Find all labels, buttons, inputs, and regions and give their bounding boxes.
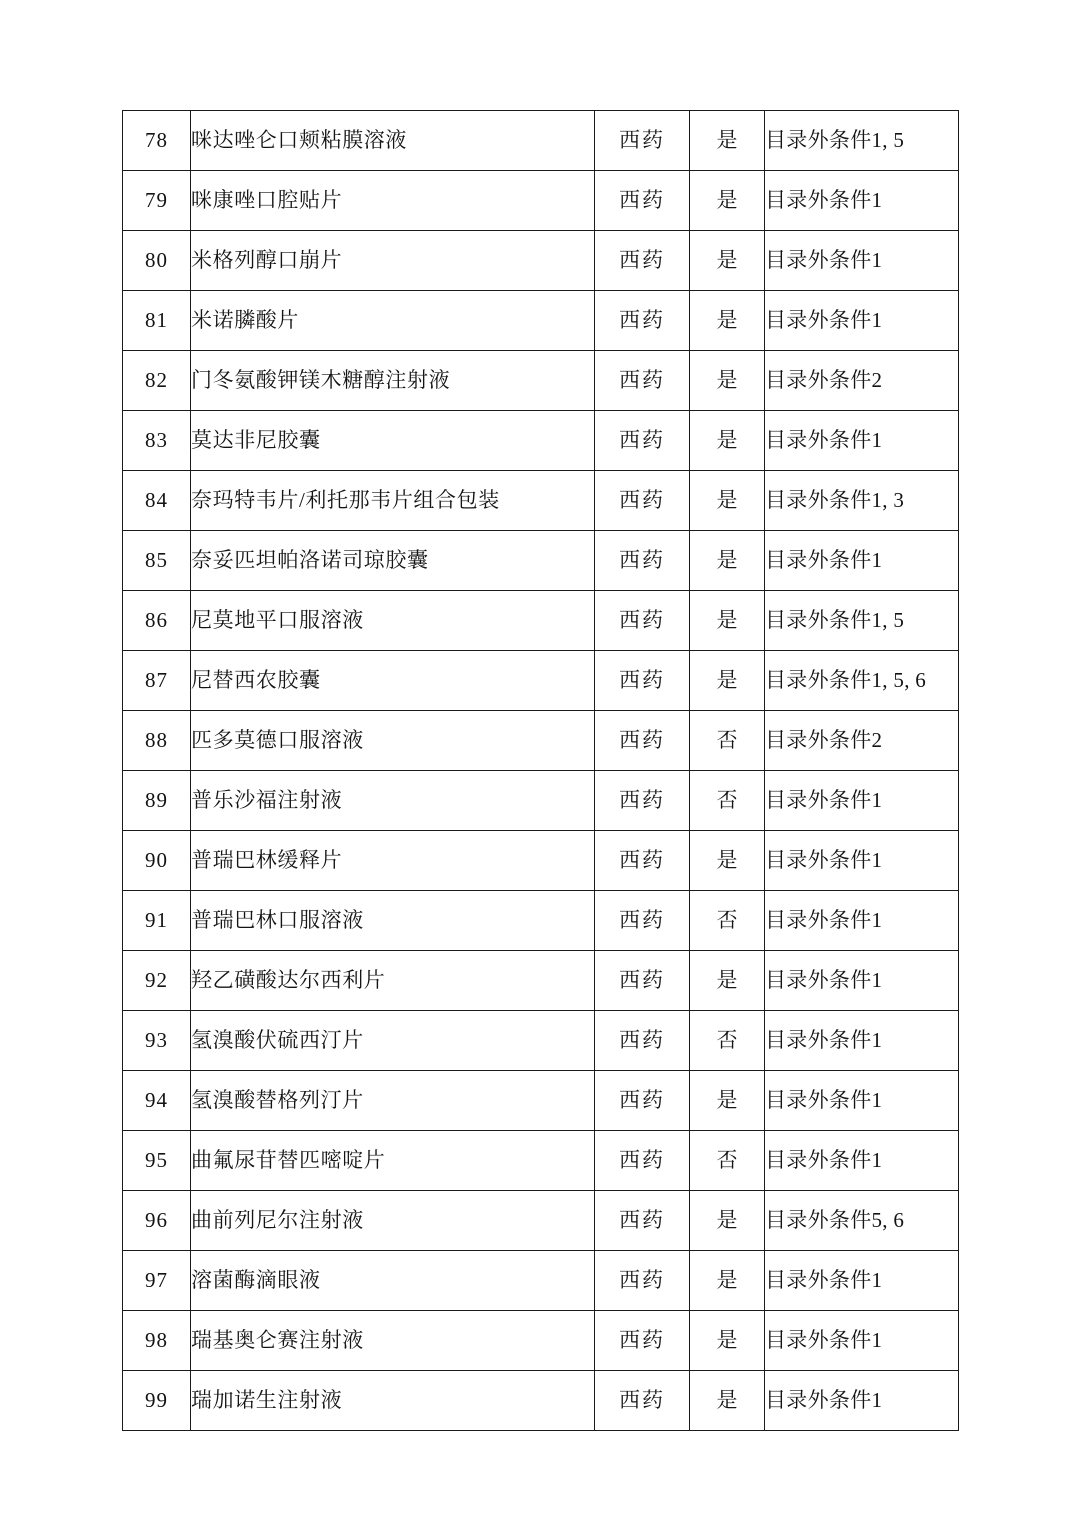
drug-category-cell: 西药 [595, 891, 690, 951]
table-row [123, 411, 959, 471]
serial-number-cell: 96 [123, 1191, 191, 1251]
drug-category-cell: 西药 [595, 1311, 690, 1371]
drug-category-cell: 西药 [595, 711, 690, 771]
serial-number-cell: 78 [123, 111, 191, 171]
table-row [123, 831, 959, 891]
table-row [123, 1131, 959, 1191]
drug-category-cell: 西药 [595, 1131, 690, 1191]
inclusion-flag-cell: 是 [690, 651, 765, 711]
drug-name-cell: 普瑞巴林缓释片 [191, 831, 595, 891]
drug-category-cell: 西药 [595, 831, 690, 891]
table-row [123, 591, 959, 651]
serial-number-cell: 97 [123, 1251, 191, 1311]
table-row [123, 951, 959, 1011]
drug-category-cell: 西药 [595, 651, 690, 711]
drug-name-cell: 瑞加诺生注射液 [191, 1371, 595, 1431]
serial-number-cell: 89 [123, 771, 191, 831]
drug-category-cell: 西药 [595, 171, 690, 231]
drug-name-cell: 尼莫地平口服溶液 [191, 591, 595, 651]
inclusion-flag-cell: 否 [690, 1011, 765, 1071]
drug-category-cell: 西药 [595, 531, 690, 591]
inclusion-flag-cell: 是 [690, 531, 765, 591]
table-row [123, 1011, 959, 1071]
condition-cell: 目录外条件1 [765, 771, 959, 831]
inclusion-flag-cell: 是 [690, 1071, 765, 1131]
drug-name-cell: 奈玛特韦片/利托那韦片组合包装 [191, 471, 595, 531]
table-row [123, 711, 959, 771]
serial-number-cell: 86 [123, 591, 191, 651]
drug-name-cell: 咪康唑口腔贴片 [191, 171, 595, 231]
drug-name-cell: 瑞基奥仑赛注射液 [191, 1311, 595, 1371]
drug-name-cell: 曲氟尿苷替匹嘧啶片 [191, 1131, 595, 1191]
condition-cell: 目录外条件2 [765, 711, 959, 771]
inclusion-flag-cell: 否 [690, 891, 765, 951]
drug-name-cell: 米诺膦酸片 [191, 291, 595, 351]
condition-cell: 目录外条件1, 5 [765, 111, 959, 171]
condition-cell: 目录外条件1 [765, 1011, 959, 1071]
serial-number-cell: 92 [123, 951, 191, 1011]
condition-cell: 目录外条件5, 6 [765, 1191, 959, 1251]
serial-number-cell: 94 [123, 1071, 191, 1131]
serial-number-cell: 90 [123, 831, 191, 891]
condition-cell: 目录外条件1 [765, 291, 959, 351]
table-row [123, 651, 959, 711]
table-row [123, 1191, 959, 1251]
drug-name-cell: 羟乙磺酸达尔西利片 [191, 951, 595, 1011]
condition-cell: 目录外条件1, 3 [765, 471, 959, 531]
drug-category-cell: 西药 [595, 1011, 690, 1071]
table-row [123, 351, 959, 411]
serial-number-cell: 81 [123, 291, 191, 351]
table-row [123, 1311, 959, 1371]
inclusion-flag-cell: 是 [690, 951, 765, 1011]
condition-cell: 目录外条件1 [765, 231, 959, 291]
condition-cell: 目录外条件1 [765, 1071, 959, 1131]
table-row [123, 1251, 959, 1311]
inclusion-flag-cell: 是 [690, 411, 765, 471]
condition-cell: 目录外条件1 [765, 1371, 959, 1431]
drug-category-cell: 西药 [595, 1191, 690, 1251]
table-row [123, 1371, 959, 1431]
condition-cell: 目录外条件1, 5, 6 [765, 651, 959, 711]
serial-number-cell: 93 [123, 1011, 191, 1071]
drug-category-cell: 西药 [595, 771, 690, 831]
table-row [123, 231, 959, 291]
inclusion-flag-cell: 是 [690, 231, 765, 291]
inclusion-flag-cell: 是 [690, 291, 765, 351]
serial-number-cell: 79 [123, 171, 191, 231]
drug-name-cell: 溶菌酶滴眼液 [191, 1251, 595, 1311]
serial-number-cell: 82 [123, 351, 191, 411]
table-row [123, 771, 959, 831]
drug-category-cell: 西药 [595, 1251, 690, 1311]
drug-name-cell: 普乐沙福注射液 [191, 771, 595, 831]
condition-cell: 目录外条件1 [765, 831, 959, 891]
serial-number-cell: 98 [123, 1311, 191, 1371]
inclusion-flag-cell: 是 [690, 1311, 765, 1371]
inclusion-flag-cell: 是 [690, 1251, 765, 1311]
drug-category-cell: 西药 [595, 351, 690, 411]
drug-catalog-table [122, 110, 959, 1431]
drug-name-cell: 匹多莫德口服溶液 [191, 711, 595, 771]
inclusion-flag-cell: 是 [690, 1191, 765, 1251]
table-row [123, 111, 959, 171]
drug-category-cell: 西药 [595, 1371, 690, 1431]
serial-number-cell: 95 [123, 1131, 191, 1191]
serial-number-cell: 85 [123, 531, 191, 591]
serial-number-cell: 88 [123, 711, 191, 771]
drug-name-cell: 莫达非尼胶囊 [191, 411, 595, 471]
condition-cell: 目录外条件1, 5 [765, 591, 959, 651]
condition-cell: 目录外条件1 [765, 171, 959, 231]
condition-cell: 目录外条件1 [765, 411, 959, 471]
serial-number-cell: 83 [123, 411, 191, 471]
inclusion-flag-cell: 是 [690, 471, 765, 531]
serial-number-cell: 87 [123, 651, 191, 711]
inclusion-flag-cell: 否 [690, 1131, 765, 1191]
table-row [123, 291, 959, 351]
drug-name-cell: 氢溴酸伏硫西汀片 [191, 1011, 595, 1071]
serial-number-cell: 84 [123, 471, 191, 531]
drug-category-cell: 西药 [595, 231, 690, 291]
inclusion-flag-cell: 是 [690, 831, 765, 891]
condition-cell: 目录外条件1 [765, 531, 959, 591]
inclusion-flag-cell: 否 [690, 771, 765, 831]
drug-name-cell: 米格列醇口崩片 [191, 231, 595, 291]
drug-name-cell: 门冬氨酸钾镁木糖醇注射液 [191, 351, 595, 411]
drug-name-cell: 咪达唑仑口颊粘膜溶液 [191, 111, 595, 171]
serial-number-cell: 99 [123, 1371, 191, 1431]
inclusion-flag-cell: 是 [690, 171, 765, 231]
condition-cell: 目录外条件1 [765, 891, 959, 951]
table-row [123, 171, 959, 231]
drug-category-cell: 西药 [595, 591, 690, 651]
table-row [123, 531, 959, 591]
drug-name-cell: 氢溴酸替格列汀片 [191, 1071, 595, 1131]
drug-name-cell: 曲前列尼尔注射液 [191, 1191, 595, 1251]
drug-category-cell: 西药 [595, 111, 690, 171]
inclusion-flag-cell: 是 [690, 111, 765, 171]
drug-name-cell: 奈妥匹坦帕洛诺司琼胶囊 [191, 531, 595, 591]
drug-name-cell: 尼替西农胶囊 [191, 651, 595, 711]
table-row [123, 1071, 959, 1131]
inclusion-flag-cell: 是 [690, 591, 765, 651]
inclusion-flag-cell: 是 [690, 1371, 765, 1431]
drug-category-cell: 西药 [595, 291, 690, 351]
serial-number-cell: 80 [123, 231, 191, 291]
table-body [123, 111, 959, 1431]
condition-cell: 目录外条件1 [765, 951, 959, 1011]
serial-number-cell: 91 [123, 891, 191, 951]
condition-cell: 目录外条件1 [765, 1311, 959, 1371]
condition-cell: 目录外条件1 [765, 1251, 959, 1311]
drug-name-cell: 普瑞巴林口服溶液 [191, 891, 595, 951]
inclusion-flag-cell: 是 [690, 351, 765, 411]
table-row [123, 471, 959, 531]
inclusion-flag-cell: 否 [690, 711, 765, 771]
drug-category-cell: 西药 [595, 411, 690, 471]
condition-cell: 目录外条件2 [765, 351, 959, 411]
drug-category-cell: 西药 [595, 471, 690, 531]
drug-category-cell: 西药 [595, 1071, 690, 1131]
condition-cell: 目录外条件1 [765, 1131, 959, 1191]
table-row [123, 891, 959, 951]
drug-category-cell: 西药 [595, 951, 690, 1011]
